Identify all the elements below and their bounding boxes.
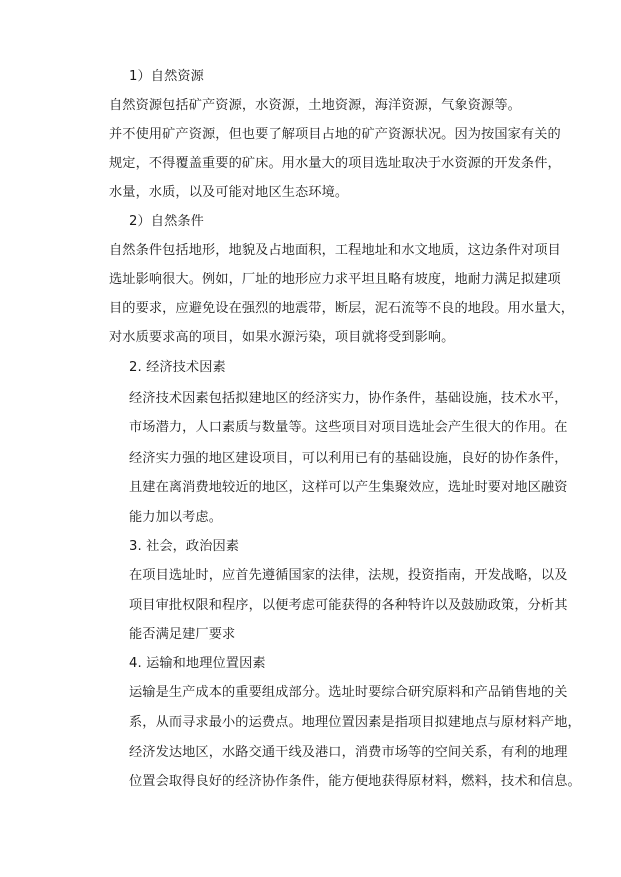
paragraph-line: 市场潜力，人口素质与数量等。这些项目对项目选址会产生很大的作用。在 [129, 420, 568, 435]
paragraph-line: 项目审批权限和程序，以便考虑可能获得的各种特许以及鼓励政策，分析其 [129, 598, 568, 613]
paragraph-line: 经济技术因素包括拟建地区的经济实力，协作条件，基础设施，技术水平， [129, 391, 568, 406]
paragraph-line: 能否满足建厂要求 [129, 627, 236, 642]
paragraph-line: 且建在离消费地较近的地区，这样可以产生集聚效应，选址时要对地区融资 [129, 480, 568, 495]
paragraph-line: 选址影响很大。例如，厂址的地形应力求平坦且略有坡度，地耐力满足拟建项 [109, 272, 561, 287]
paragraph-line: 运输是生产成本的重要组成部分。选址时要综合研究原料和产品销售地的关 [129, 685, 568, 700]
paragraph-line: 位置会取得良好的经济协作条件，能方便地获得原材料，燃料，技术和信息。 [129, 774, 581, 789]
section-heading: 2）自然条件 [129, 214, 204, 229]
section-heading: 2. 经济技术因素 [129, 360, 226, 375]
paragraph-line: 经济发达地区，水路交通干线及港口，消费市场等的空间关系，有利的地理 [129, 745, 568, 760]
paragraph-line: 目的要求，应避免设在强烈的地震带，断层，泥石流等不良的地段。用水量大， [109, 301, 575, 316]
paragraph-line: 能力加以考虑。 [129, 510, 223, 525]
section-heading: 3. 社会，政治因素 [129, 539, 240, 554]
section-heading: 4. 运输和地理位置因素 [129, 656, 266, 671]
paragraph-line: 经济实力强的地区建设项目，可以利用已有的基础设施，良好的协作条件， [129, 451, 568, 466]
paragraph-line: 在项目选址时，应首先遵循国家的法律，法规，投资指南，开发战略，以及 [129, 568, 568, 583]
section-heading: 1）自然资源 [129, 69, 204, 84]
paragraph-line: 规定，不得覆盖重要的矿床。用水量大的项目选址取决于水资源的开发条件， [109, 156, 561, 171]
paragraph-line: 水量，水质，以及可能对地区生态环境。 [109, 185, 349, 200]
paragraph-line: 对水质要求高的项目，如果水源污染，项目就将受到影响。 [109, 330, 455, 345]
paragraph-line: 系，从而寻求最小的运费点。地理位置因素是指项目拟建地点与原材料产地， [129, 715, 581, 730]
paragraph-line: 自然条件包括地形，地貌及占地面积，工程地址和水文地质，这边条件对项目 [109, 243, 561, 258]
paragraph-line: 自然资源包括矿产资源，水资源，土地资源，海洋资源，气象资源等。 [109, 98, 521, 113]
paragraph-line: 并不使用矿产资源，但也要了解项目占地的矿产资源状况。因为按国家有关的 [109, 127, 561, 142]
